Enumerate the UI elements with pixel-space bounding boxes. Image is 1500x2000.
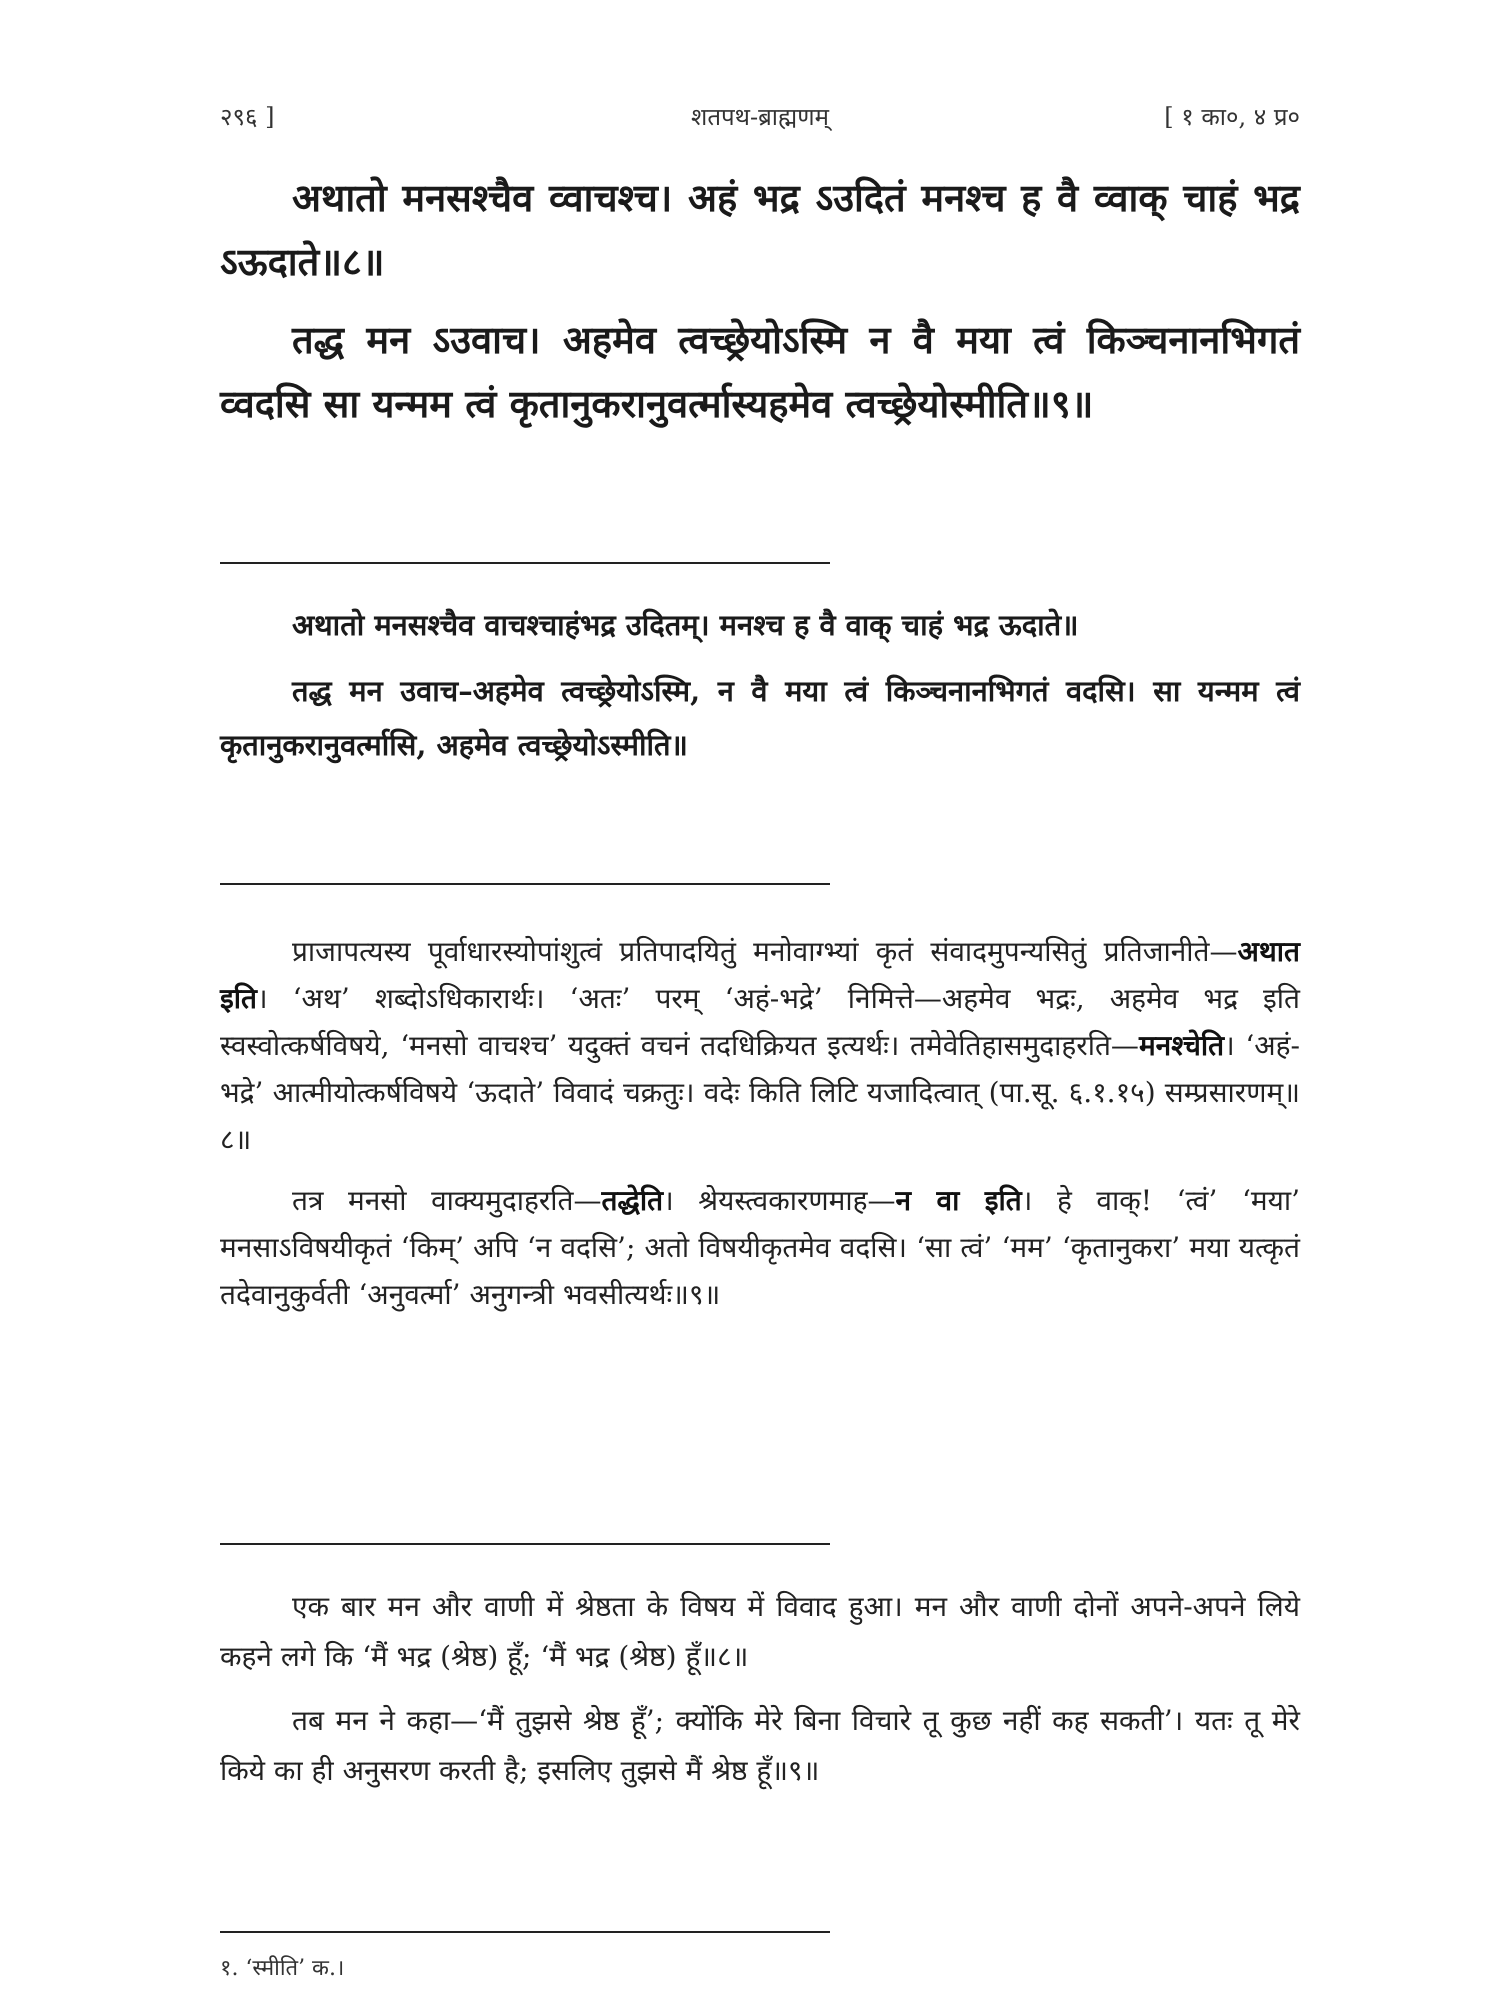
commentary-text: प्राजापत्यस्य पूर्वाधारस्योपांशुत्वं प्रतिपादयितुं मनोवाग्भ्यां कृतं संवादमुपन्यसितुं प्रतिजानीते—: [292, 935, 1238, 968]
section-reference: [ १ का०, ४ प्र०: [1164, 103, 1300, 131]
commentary-keyword: न वा इति: [895, 1184, 1022, 1217]
commentary-text: । श्रेयस्त्वकारणमाह—: [663, 1184, 896, 1217]
commentary-text: तत्र मनसो वाक्यमुदाहरति—: [292, 1184, 602, 1217]
commentary-text: । ‘अहं-भद्रे’ आत्मीयोत्कर्षविषये ‘ऊदाते’ विवादं चक्रतुः। वदेः किति लिटि यजादित्वात् (पा.सू. ६.१.१५) सम्प्रसारणम्॥८॥: [220, 1029, 1300, 1156]
sanskrit-commentary: [220, 928, 1300, 1332]
commentary-verse-9: [220, 1177, 1300, 1318]
commentary-keyword: अथात इति: [220, 935, 1300, 1015]
padapatha-text: [220, 598, 1300, 784]
mantra-text: [220, 166, 1300, 450]
commentary-keyword: तद्धेति: [601, 1184, 664, 1217]
commentary-keyword: मनश्चेति: [1138, 1029, 1225, 1062]
section-divider: [220, 1543, 830, 1545]
footnote: १. ‘स्मीति’ क.।: [220, 1956, 345, 1981]
book-title: शतपथ-ब्राह्मणम्: [691, 103, 829, 131]
running-header: [220, 100, 1300, 140]
commentary-text: । ‘अथ’ शब्दोऽधिकारार्थः। ‘अतः’ परम् ‘अहं-भद्रे’ निमित्ते—अहमेव भद्रः, अहमेव भद्र इति स्वस्वोत्कर्षविषये, ‘मनसो वाचश्च’ यदुक्तं वचनं तदधिक्रियत इत्यर्थः। तमेवेतिहासमुदाहरति—: [220, 982, 1300, 1062]
translation-verse-8: एक बार मन और वाणी में श्रेष्ठता के विषय में विवाद हुआ। मन और वाणी दोनों अपने-अपने लिये कहने लगे कि ‘मैं भद्र (श्रेष्ठ) हूँ; ‘मैं भद्र (श्रेष्ठ) हूँ॥८॥: [220, 1590, 1300, 1673]
page-number: २९६ ]: [220, 103, 275, 131]
section-divider: [220, 883, 830, 885]
section-divider: [220, 562, 830, 564]
mantra-verse-9: तद्ध मन ऽउवाच। अहमेव त्वच्छ्रेयोऽस्मि न वै मया त्वं किञ्चनानभिगतं व्वदसि सा यन्मम त्वं कृतानुकरानुवर्त्मास्यहमेव त्वच्छ्रेयोस्मीति॥९॥: [220, 317, 1300, 426]
mantra-verse-8: अथातो मनसश्चैव व्वाचश्च। अहं भद्र ऽउदितं मनश्च ह वै व्वाक् चाहं भद्र ऽऊदाते॥८॥: [220, 175, 1300, 284]
padapatha-verse-9: तद्ध मन उवाच–अहमेव त्वच्छ्रेयोऽस्मि, न वै मया त्वं किञ्चनानभिगतं वदसि। सा यन्मम त्वं कृतानुकरानुवर्त्मासि, अहमेव त्वच्छ्रेयोऽस्मीति॥: [220, 674, 1300, 762]
commentary-text: । हे वाक्! ‘त्वं’ ‘मया’ मनसाऽविषयीकृतं ‘किम्’ अपि ‘न वदसि’; अतो विषयीकृतमेव वदसि। ‘सा त्वं’ ‘मम’ ‘कृतानुकरा’ मया यत्कृतं तदेवानुकुर्वती ‘अनुवर्त्मा’ अनुगन्त्री भवसीत्यर्थः॥९॥: [220, 1184, 1300, 1311]
padapatha-verse-8: अथातो मनसश्चैव वाचश्चाहंभद्र उदितम्। मनश्च ह वै वाक् चाहं भद्र ऊदाते॥: [292, 608, 1079, 642]
translation-verse-9: तब मन ने कहा—‘मैं तुझसे श्रेष्ठ हूँ’; क्योंकि मेरे बिना विचारे तू कुछ नहीं कह सकती’। यतः तू मेरे किये का ही अनुसरण करती है; इसलिए तुझसे मैं श्रेष्ठ हूँ॥९॥: [220, 1704, 1300, 1787]
footnote-divider: [220, 1931, 830, 1933]
commentary-verse-8: [220, 928, 1300, 1163]
hindi-translation: [220, 1582, 1300, 1810]
